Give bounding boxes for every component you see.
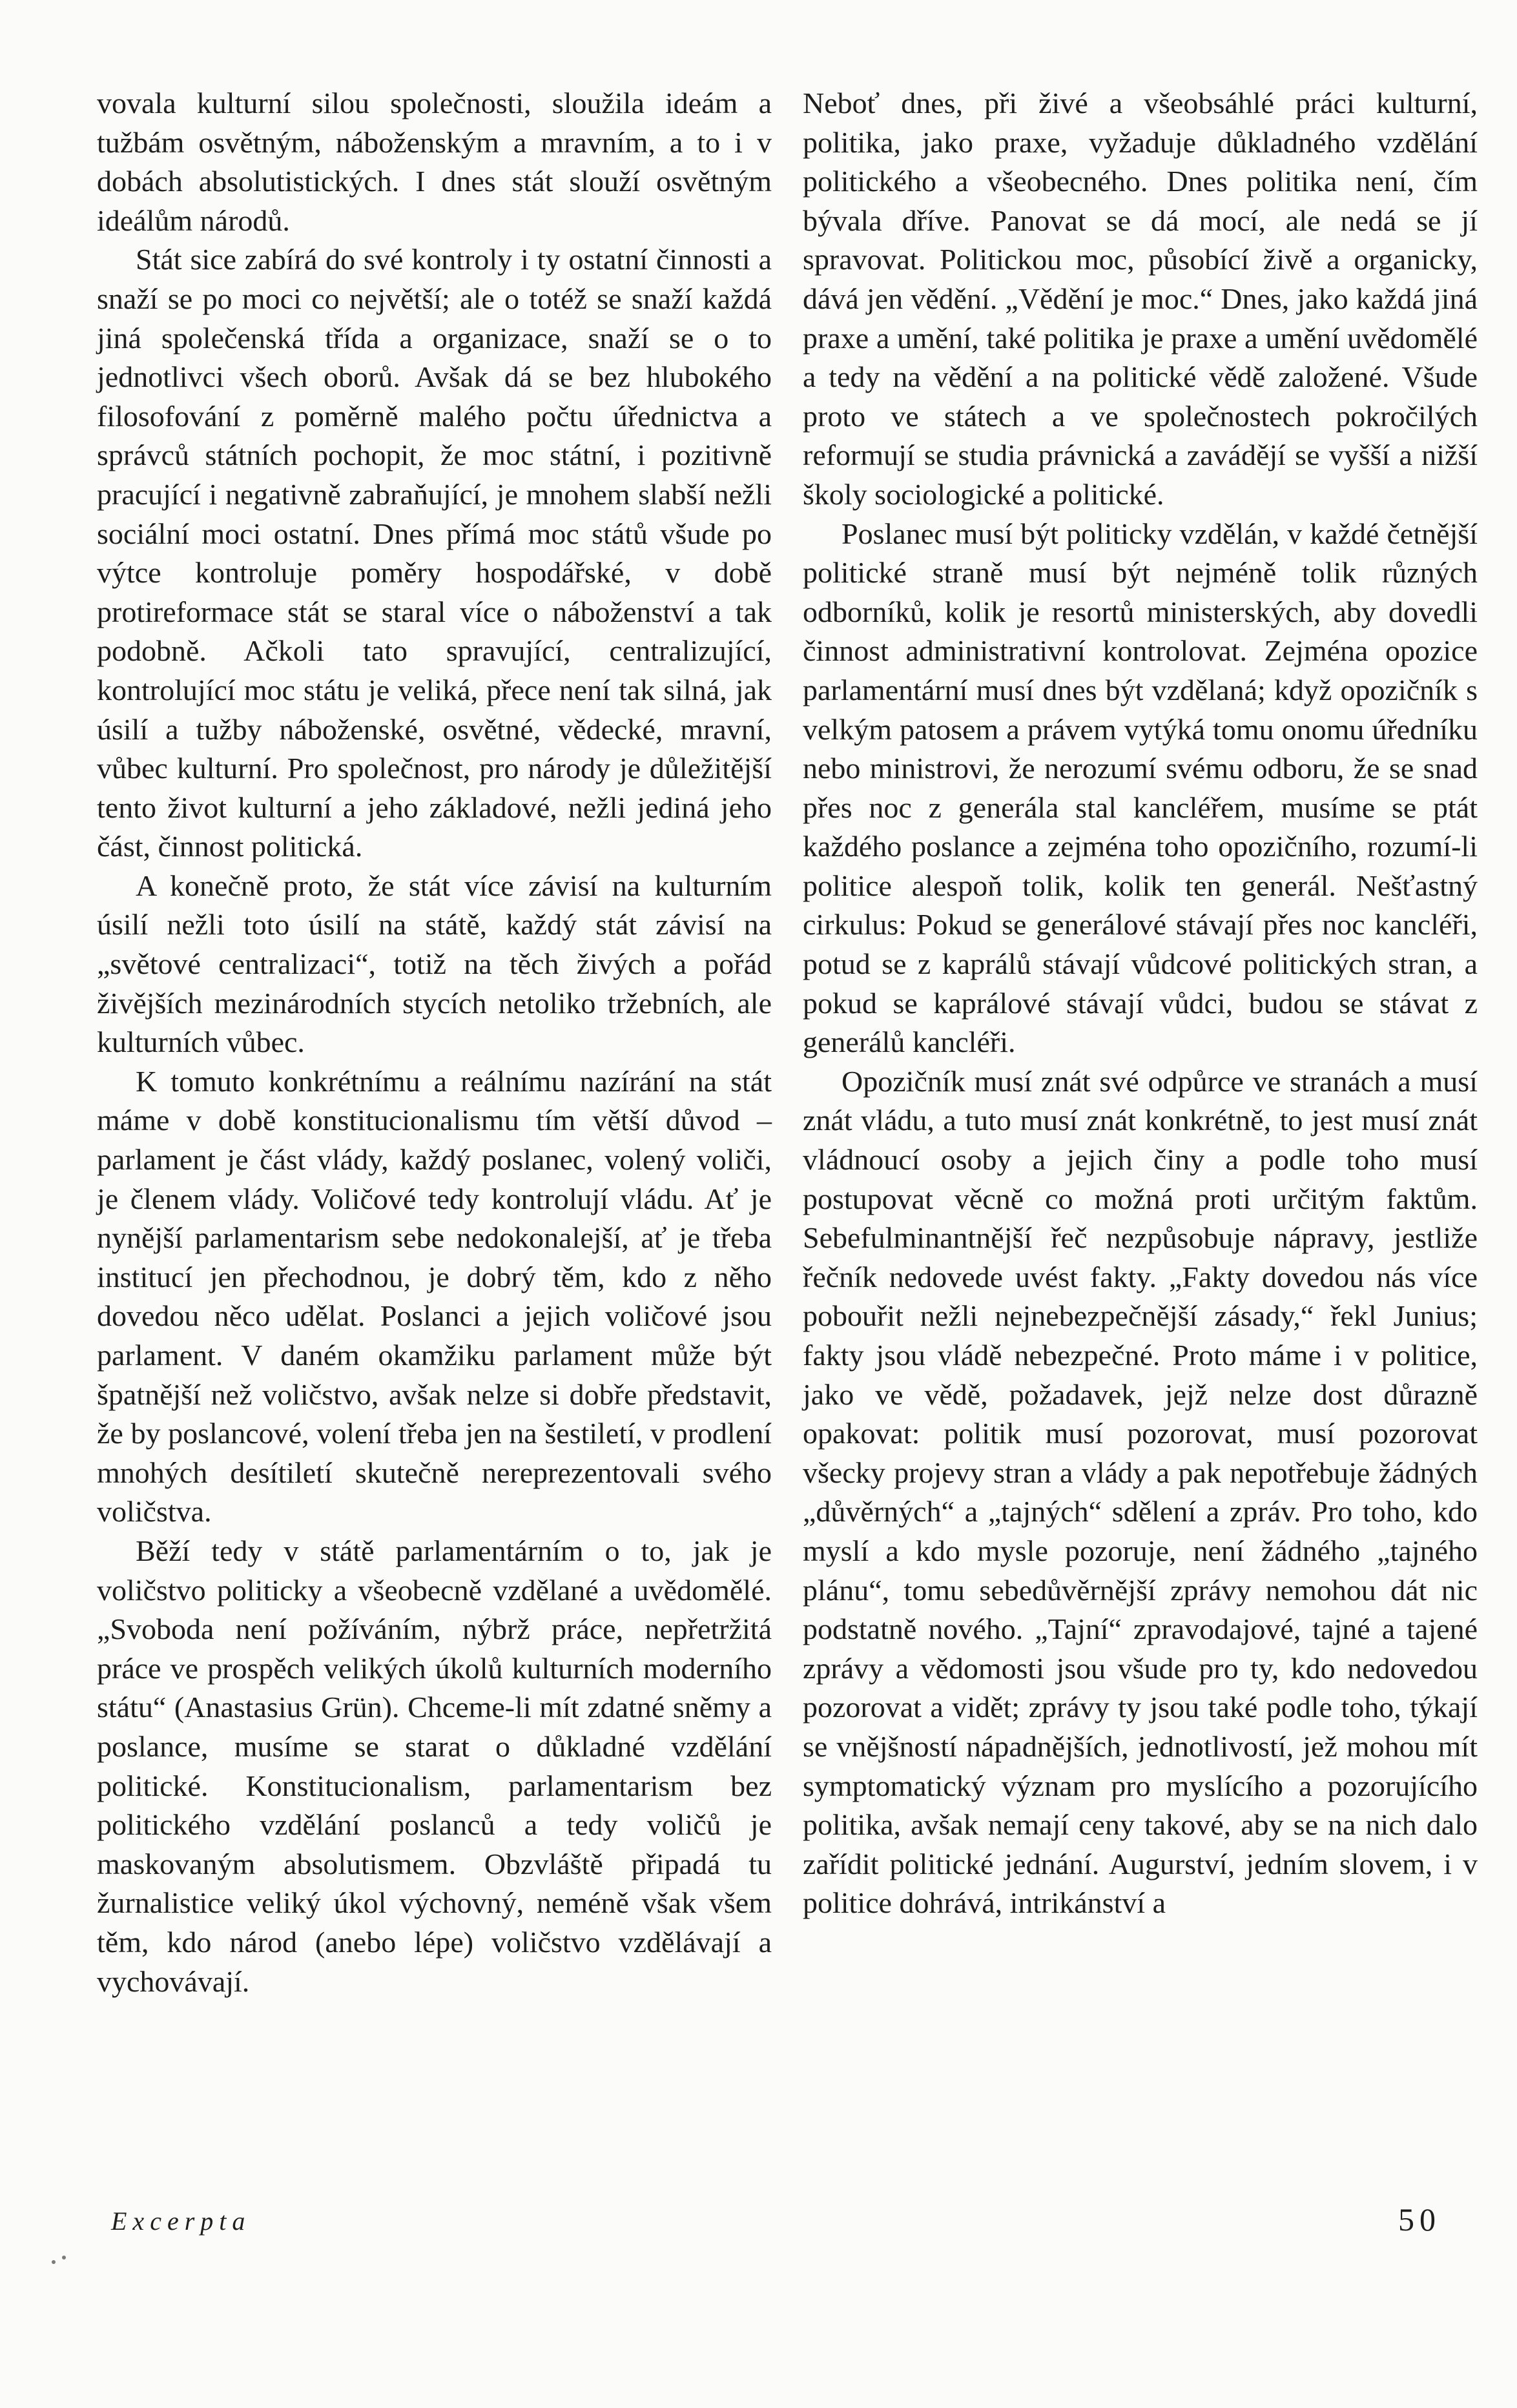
print-speck bbox=[52, 2260, 56, 2264]
running-footer-title: Excerpta bbox=[111, 2207, 251, 2236]
page-number: 50 bbox=[1398, 2201, 1441, 2238]
paragraph: Neboť dnes, při živé a všeobsáhlé práci kulturní, politika, jako praxe, vyžaduje důkladného vzdělání politického a všeobecného. Dnes politika není, čím bývala dříve. Panovat se dá mocí, ale nedá se jí spravovat. Politickou moc, působící živě a organicky, dává jen vědění. „Vědění je moc.“ Dnes, jako každá jiná praxe a umění, také politika je praxe a umění uvědomělé a tedy na vědění a na politické vědě založené. Všude proto ve státech a ve společnostech pokročilých reformují se studia právnická a zavádějí se vyšší a nižší školy sociologické a politické. bbox=[803, 87, 1478, 511]
left-text-column bbox=[97, 84, 772, 2001]
paragraph: Stát sice zabírá do své kontroly i ty ostatní činnosti a snaží se po moci co největší; ale o totéž se snaží každá jiná společenská třída a organizace, snaží se o to jednotlivci všech oborů. Avšak dá se bez hlubokého filosofování z poměrně malého počtu úřednictva a správců státních pochopit, že moc státní, i pozitivně pracující i negativně zabraňující, je mnohem slabší nežli sociální moci ostatní. Dnes přímá moc států všude po výtce kontroluje poměry hospodářské, v době protireformace stát se staral více o náboženství a tak podobně. Ačkoli tato spravující, centralizující, kontrolující moc státu je veliká, přece není tak silná, jak úsilí a tužby náboženské, osvětné, vědecké, mravní, vůbec kulturní. Pro společnost, pro národy je důležitější tento život kulturní a jeho základové, nežli jediná jeho část, činnost politická. bbox=[97, 243, 772, 863]
paragraph: Opozičník musí znát své odpůrce ve stranách a musí znát vládu, a tuto musí znát konkrétně, to jest musí znát vládnoucí osoby a jejich činy a podle toho musí postupovat věcně co možná proti určitým faktům. Sebefulminantnější řeč nezpůsobuje nápravy, jestliže řečník nedovede uvést fakty. „Fakty dovedou nás více pobouřit nežli nejnebezpečnější zásady,“ řekl Junius; fakty jsou vládě nebezpečné. Proto máme i v politice, jako ve vědě, požadavek, jejž nelze dost důrazně opakovat: politik musí pozorovat, musí pozorovat všecky projevy stran a vlády a pak nepotřebuje žádných „důvěrných“ a „tajných“ sdělení a zpráv. Pro toho, kdo myslí a kdo mysle pozoruje, není žádného „tajného plánu“, tomu sebedůvěrnější zprávy nemohou dát nic podstatně nového. „Tajní“ zpravodajové, tajné a tajené zprávy a vědomosti jsou všude pro ty, kdo nedovedou pozorovat a vidět; zprávy ty jsou také podle toho, týkají se vnějšností nápadnějších, jednotlivostí, jež mohou mít symptomatický význam pro myslícího a pozorujícího politika, avšak nemají ceny takové, aby se na nich dalo zařídit politické jednání. Augurství, jedním slovem, i v politice dohrává, intrikánství a bbox=[803, 1064, 1478, 1920]
print-speck bbox=[62, 2256, 66, 2259]
right-text-column bbox=[803, 84, 1478, 1923]
paragraph: K tomuto konkrétnímu a reálnímu nazírání na stát máme v době konstitucionalismu tím větší důvod – parlament je část vlády, každý poslanec, volený voliči, je členem vlády. Voličové tedy kontrolují vládu. Ať je nynější parlamentarism sebe nedokonalejší, ať je třeba institucí jen přechodnou, je dobrý těm, kdo z něho dovedou něco udělat. Poslanci a jejich voličové jsou parlament. V daném okamžiku parlament může být špatnější než voličstvo, avšak nelze si dobře představit, že by poslancové, volení třeba jen na šestiletí, v prodlení mnohých desítiletí skutečně nereprezentovali svého voličstva. bbox=[97, 1064, 772, 1528]
paragraph: Poslanec musí být politicky vzdělán, v každé četnější politické straně musí být nejméně tolik různých odborníků, kolik je resortů ministerských, aby dovedli činnost administrativní kontrolovat. Zejména opozice parlamentární musí dnes být vzdělaná; když opozičník s velkým patosem a právem vytýká tomu onomu úředníku nebo ministrovi, že nerozumí svému odboru, že se snad přes noc z generála stal kancléřem, musíme se ptát každého poslance a zejména toho opozičního, rozumí-li politice alespoň tolik, kolik ten generál. Nešťastný cirkulus: Pokud se generálové stávají přes noc kancléři, potud se z kaprálů stávají vůdcové politických stran, a pokud se kaprálové stávají vůdci, budou se stávat z generálů kancléři. bbox=[803, 517, 1478, 1059]
paragraph: A konečně proto, že stát více závisí na kulturním úsilí nežli toto úsilí na státě, každý stát závisí na „světové centralizaci“, totiž na těch živých a pořád živějších mezinárodních stycích netoliko tržebních, ale kulturních vůbec. bbox=[97, 869, 772, 1059]
paragraph: vovala kulturní silou společnosti, sloužila ideám a tužbám osvětným, náboženským a mravním, a to i v dobách absolutistických. I dnes stát slouží osvětným ideálům národů. bbox=[97, 87, 772, 237]
paragraph: Běží tedy v státě parlamentárním o to, jak je voličstvo politicky a všeobecně vzdělané a uvědomělé. „Svoboda není požíváním, nýbrž práce, nepřetržitá práce ve prospěch velikých úkolů kulturních moderního státu“ (Anastasius Grün). Chceme-li mít zdatné sněmy a poslance, musíme se starat o důkladné vzdělání politické. Konstitucionalism, parlamentarism bez politického vzdělání poslanců a tedy voličů je maskovaným absolutismem. Obzvláště připadá tu žurnalistice veliký úkol výchovný, neméně však všem těm, kdo národ (anebo lépe) voličstvo vzdělávají a vychovávají. bbox=[97, 1534, 772, 1998]
